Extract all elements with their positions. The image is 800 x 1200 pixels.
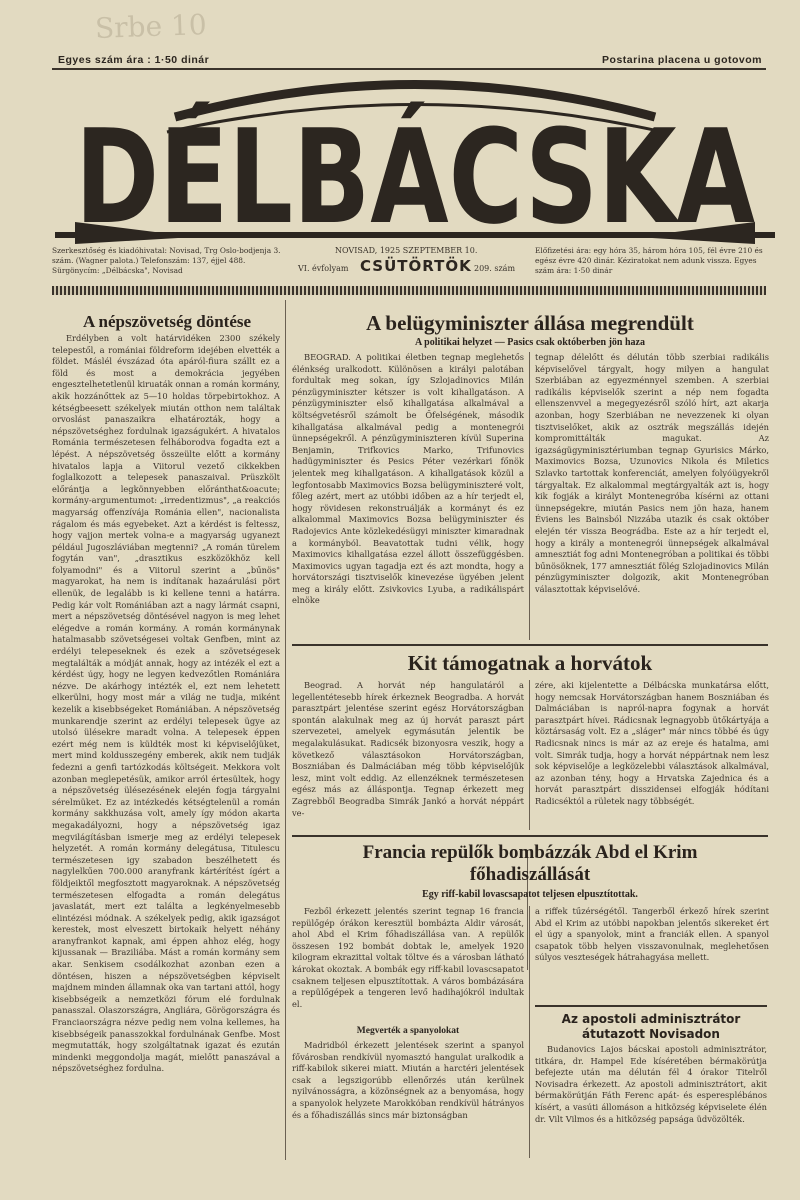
article-4-col-1: Fezből érkezett jelentés szerint tegnap 16 francia repülőgép órákon keresztül bombázta Aldir városát, ahol Abd el Krim főhadiszállása van. A repülők összesen 192 bombát dobtak le, amelyek 1920 kilogram ekrazittal voltak töltve és a városban látható károkat okoztak. A bombák egy riff-kabil lovascsapatot csaknem teljesen elpusztítottak. A város bombázására a repülőgépek a tengeren levő hadihajókról indultak el. [292,906,524,1009]
article-4-title: Francia repülők bombázzák Abd el Krim [362,842,698,863]
price-label: Egyes szám ára : 1·50 dinár [58,54,210,66]
article-2-col-1: BEOGRAD. A politikai életben tegnap meglehetős élénkség uralkodott. Különösen a királyi palotában fordultak meg sokan, így Szlojadinovics Milán pénzügyminiszter kétszer is volt kihallgatáson. A pénzügyminiszter első kihallgatása alkalmával a költségvetésről számolt be Őfelségének, második kihallgatása alkalmával pedig a montenegrói ünnepségekről. A pénzügyminiszteren kívül Superina Benjamin, Trifkovics Marko, Trifunovics hadügyminiszter és Pesics Péter vezérkari főnök jelentek meg kihallgatáson. A kihallgatások közül a legfontosabb Maximovics Bozsa belügyminiszteré volt, főleg azért, mert az utóbbi időben az a hír terjedt el, hogy rövidesen rekonstruálják a kormányt és ez alkalommal Maximovics Bozsa belügyminiszter és Radojevics Ante közlekedésügyi miniszter kimaradnak a kormányból. Beavatottak tudni vélik, hogy Maximovics kihallgatása ezzel állott összefüggésben. Maximovics ugyan tagadja ezt és azt mondta, hogy a horvátországi tisztviselők kinevezése ügyében jelent meg a király előtt. Zsivkovics Lyuba, a radikálispárt elnöke [292,352,524,606]
column-separator [529,352,530,640]
article-4-col-2: a riffek tűzérségétől. Tangerből érkező hírek szerint Abd el Krim az utóbbi napokban jelentős sikereket ért el úgy a spanyolok, mint a franciák ellen. A spanyol csapatok több helyen visszavonulnak, meglehetősen súlyos veszteségek hátrahagyása mellett. [535,906,769,963]
weekday-label: CSÜTÖRTÖK [360,257,472,275]
article-2-col-2: tegnap délelőtt és délután több szerbiai radikális képviselővel tárgyalt, hogy milyen a hangulat Szerbiában az egyezménnyel szemben. A szerbiai radikális képviselők szerint a nép nem fogadta ellenszenvvel a megegyezésről szóló hírt, azt akarja azonban, hogy Szerbiában ne nevezzenek ki olyan tisztviselőket, akik az osztrák megszállás idején kompromittálták magukat. Az igazságügyminisztériumban tegnap Gyurisics Márko, Maximovics Bozsa, Uzunovics Nikola és Miletics Szlavko tartottak konferenciát, amelyen folyóügyekről tárgyaltak. Ez alkalommal megtárgyalták azt is, hogy kik fogják a királyt Montenegróba kísérni az ottani ünnepségekre, miután Pasics nem jön haza, hanem Éviens les Bainsból Nizzába utazik és csak október elején tér vissza Beográdba. Este az a hír terjedt el, hogy a király a montenegrói ünnepségek alkalmával amnesztiát fog adni Montenegróban a politikai és többi bűnösöknek, 177 amnesztiát fölég Szlojadinovics Milán pénzügyminiszter dolgozik, akit Montenegróban választottak képviselővé. [535,352,769,594]
masthead-title: DÉLBÁCSKA [75,101,755,247]
column-separator [529,906,530,1158]
masthead-logo [55,72,775,247]
article-5-body: Budanovics Lajos bácskai apostoli adminisztrátor, titkára, dr. Hampel Ede kíséretében bérmakörútja befejezte után ma délután fél 4 órakor Titelről Novisadra érkezett. Az apostoli adminisztrátort, akit bérmakörútján Fáth Ferenc apát- és esperesplébános kísért, a vasúti állomáson a hitközség képviselete élén dr. Vilt Vilmos és a hitközség papsága üdvözölték. [535,1044,767,1124]
masthead-rule [52,286,766,295]
column-separator [285,300,286,1160]
issue-date: NOVISAD, 1925 SZEPTEMBER 10. [335,246,478,255]
section-rule [292,835,768,837]
column-separator [529,680,530,830]
article-2-title: A belügyminiszter állása megrendült [366,311,694,335]
subscription-info: Előfizetési ára: egy hóra 35, három hóra 105, fél évre 210 és egész évre 420 dinár. Kéziratokat nem adunk vissza. Egyes szám ára: 1·50 dinár [535,246,763,275]
top-rule [52,68,766,70]
article-3-col-2: zére, aki kijelentette a Délbácska munkatársa előtt, hogy nemcsak Horvátországban hanem Boszniában és Dalmáciában is napról-napra fogynak a horvát parasztpárt hívei. Rádicsnak legnagyobb ütőkártyája a köztársaság volt. Ez a „sláger" már nincs többé és úgy Radicsnak nincs is már az az ereje és hatalma, ami volt. Simrák tudja, hogy a horvát néppártnak nem lesz sok képviselője a legközelebbi választások alkalmával, az azonban tény, hogy a Hrvatska Zajednica és a horvát parasztpárt disszidensei elfogják hódítani Radicséktól a rületek nagy többségét. [535,680,769,806]
issue-number: 209. szám [474,264,516,273]
article-4-subhead: Megverték a spanyolokat [356,1026,460,1036]
article-5-title-line-2: átutazott Novisadon [582,1027,720,1041]
article-4-subtitle: Egy riff-kabil lovascsapatot teljesen elpusztítottak. [422,889,638,900]
pencil-annotation: Srbe 10 [94,8,208,45]
article-3-title: Kit támogatnak a horvátok [407,651,653,675]
article-1-title: A népszövetség döntése [82,312,252,331]
article-4-title-line-2: főhadiszállását [469,864,591,885]
section-rule [535,1005,767,1007]
article-2-subtitle: A politikai helyzet — Pasics csak októberben jön haza [414,337,645,348]
year-label: VI. évfolyam [298,264,349,273]
editorial-info: Szerkesztőség és kiadóhivatal: Novisad, Trg Oslo-bodjenja 3. szám. (Wagner palota.) Telefonszám: 137, éjjel 488. Sürgönycím: „Délbácska", Novisad [52,246,281,275]
article-4-col-1b: Madridból érkezett jelentések szerint a spanyol fővárosban rendkívül nyomasztó hangulat uralkodik a riff-kabilok sikerei miatt. Miután a harctéri jelentések csak a legszigorúbb ellenőrzés után kerülnek nyilvánosságra, a közönségnek az a benyomása, hogy a spanyolok helyzete Marokkóban rendkívül hátrányos és a főhadiszállás sincs már biztonságban [292,1040,524,1120]
section-rule [292,644,768,646]
article-5-title: Az apostoli adminisztrátor [561,1012,741,1026]
postage-label: Postarina placena u gotovom [602,54,762,66]
article-3-col-1: Beograd. A horvát nép hangulatáról a legellentétesebb hírek érkeznek Beogradba. A horvát parasztpárt jelentése szerint egész Horvátországban spontán alakulnak meg az új horvát paraszt párt szervezetei, amelyek egymásután jelentik be megalakulásukat. Radicsék bizonyosra veszik, hogy a következő választásokon Horvátországban, Boszniában és Dalmáciában még több képviselőjük lesz, mint volt eddig. Az ellenzéknek természetesen egész más az álláspontja. Tegnap érkezett meg Zagrebből Beogradba Simrák Jankó a horvát néppárt ve- [292,680,524,818]
article-1-body: Erdélyben a volt határvidéken 2300 székely telepestől, a romániai földreform idejében elvették a földet. Máslél évszázad óta apáról-fiura szállt ez a föld és most a demokrácia jegyében engesztelhetetlenül kiruaták onnan a román kormány, akik hozzánőttek az 5—10 holdas törpebirtokhoz. A kétségbeesett székelyek miután otthon nem találtak orvoslást panaszaikra elhatározták, hogy a népszövetséghez fordulnak igazságukért. A hivatalos Románia természetesen felháborodva fogadta ezt a lépést. A népszövetség összeülte előtt a kormány hivatalos lapja a Viitorul vezető cikkekben foglalkozott a telepesek panaszaival. Prüszkölt előrántja a legkönnyebben előránthat&oacute; kormány-argumentumot: „irredentizmus", „a reakciós magyarság offenzívája Románia ellen", nacionalista rágalom és más egyebeket. Azt a kérdést is feltessz, hogy vajjon mertek volna-e a magyarság ugyanezt például Jugoszláviában megtenni? „A román türelem fogytán van", „drasztikus eszközökhöz kell folyamodni" és a Viitorul szerint a „bűnös" magyarokat, ha nem is indítanak hazaárulási pört ellenük, de legalább is ki kellene tenni a határra. Pedig kár volt Romániában azt a nagy lármát csapni, mert a népszövetség döntésével nagyon is meg lehet elégedve a román kormány. A román kormánynak hatalmasabb szövetségesei voltak Genfben, mint az erdélyi telepeseknek és ezek a szövetségesek megtalálták a módját annak, hogy az intézék el ezt a kérdést úgy, hogy ne legyen kedvezőtlen Romániára nézve. De akárhogy intézték el, ezt nem lehetett elkerülni, hogy most már a világ ne tudja, miként kezelik a kisebbségeket Romániában. A népszövetség munkarendje szerint az erdélyi telepesek ügye az utolsó ülésekre maradt volna. A telepesek éppen ezért még nem is küldték most ki képviselőjüket, mert mind koldusszegény emberek, akik nem tudják fedezni a genfi tartózkodás költségeit. Mekkora volt azonban meglepetésük, amikor arról értesültek, hogy a népszövetség ülésezésének elején fogja tárgyalni sérelmüket. Ez az intézkedés kétségtelenül a román kormány sakkhuzása volt, amely így módon akarta megakadályozni, hogy a népszövetség igaz megvilágításban ismerje meg az erdélyi telepesek helyzetét. A román kormány delegátusa, Titulescu természetesen igy szabadon beszélhetett és nagylelkűen 700.000 aranyfrank kártérítést ígért a földjeiktől megfosztott magyaroknak. A népszövetség természetesen elfogadta a román delegátus javaslatát, mert ezt találta a legkényelmesebb elintézési módnak. A székelyek pedig, akik igazságot kerestek, most elveszett birtokaik helyett néhány aranyfrankot kapnak, ami éppen ahhoz elég, hogy kijussanak — Braziliába. Mást a román kormány sem akar. Senkisem csodálkozhat azonban ezen a döntésen, hiszen a népszövetségben képviselt majdnem minden államnak oka van tartani attól, hogy kisebbségeik a nemzetközi fórum elé fordulnak panasszal. Olaszországra, Angliára, Görögországra és Franciaországra nézve pedig nem volna kellemes, ha kisebbségeik panasszokkal fordulnának Genfbe. Most megmutatták, hogy szolgáltatnak igazat és ezután mindenki meggondolja magát, mielőtt panaszával a népszövetséghez fordulna. [52,333,280,1074]
